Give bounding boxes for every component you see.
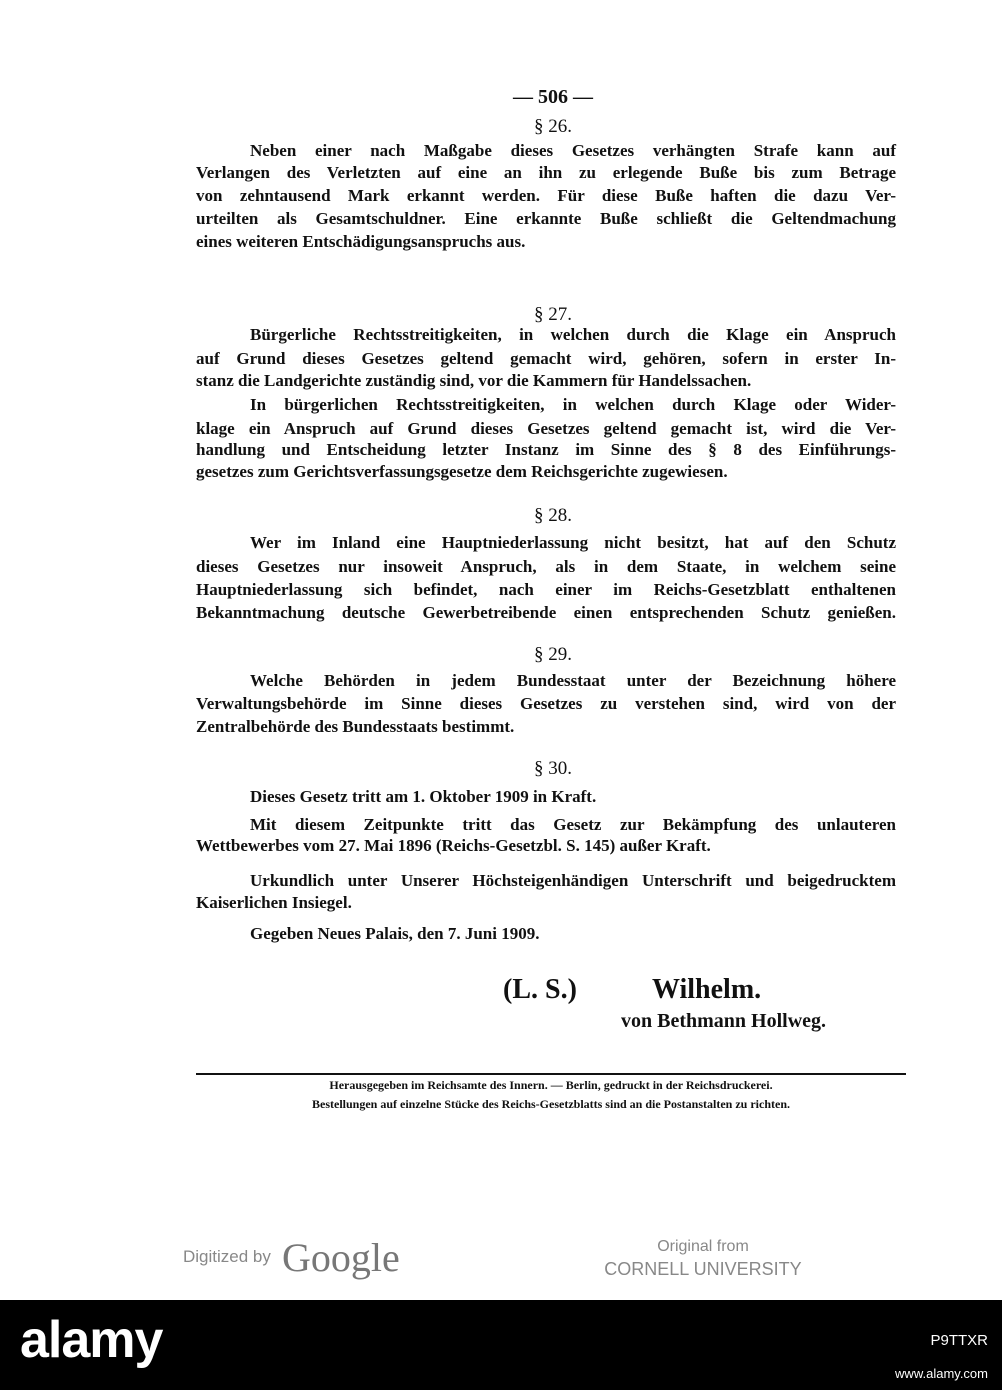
text-line: Kaiserlichen Insiegel. — [196, 893, 352, 912]
section-heading: § 26. — [534, 116, 572, 137]
original-from-label: Original from — [657, 1238, 749, 1255]
text-line: Welche Behörden in jedem Bundesstaat unter der Bezeichnung höhere — [250, 671, 896, 690]
text-line: dieses Gesetzes nur insoweit Anspruch, als in dem Staate, in welchem seine — [196, 557, 896, 576]
alamy-url: www.alamy.com — [895, 1366, 988, 1381]
text-line: Wer im Inland eine Hauptniederlassung nicht besitzt, hat auf den Schutz — [250, 533, 896, 552]
text-line: Wettbewerbes vom 27. Mai 1896 (Reichs-Gesetzbl. S. 145) außer Kraft. — [196, 836, 711, 855]
google-logo: Google — [282, 1235, 400, 1280]
digitized-by-label: Digitized by — [183, 1247, 271, 1266]
text-line: Verwaltungsbehörde im Sinne dieses Gesetzes zu verstehen sind, wird von der — [196, 694, 896, 713]
image-id: P9TTXR — [930, 1332, 988, 1349]
signature: Wilhelm. — [652, 974, 762, 1005]
text-line: Bekanntmachung deutsche Gewerbetreibende einen entsprechenden Schutz genießen. — [196, 603, 896, 622]
text-line: Mit diesem Zeitpunkte tritt das Gesetz zur Bekämpfung des unlauteren — [250, 815, 896, 834]
text-line: auf Grund dieses Gesetzes geltend gemacht wird, gehören, sofern in erster In- — [196, 349, 896, 368]
university-label: CORNELL UNIVERSITY — [604, 1259, 802, 1279]
text-line: von zehntausend Mark erkannt werden. Für diese Buße haften die dazu Ver- — [196, 186, 896, 205]
text-line: stanz die Landgerichte zuständig sind, vor die Kammern für Handelssachen. — [196, 371, 752, 390]
text-line: urteilten als Gesamtschuldner. Eine erkannte Buße schließt die Geltendmachung — [196, 209, 896, 228]
text-line: In bürgerlichen Rechtsstreitigkeiten, in welchen durch Klage oder Wider- — [250, 395, 896, 414]
text-line: Zentralbehörde des Bundesstaats bestimmt. — [196, 717, 515, 736]
footer-divider — [196, 1073, 906, 1075]
text-line: klage ein Anspruch auf Grund dieses Gesetzes geltend gemacht ist, wird die Ver- — [196, 419, 896, 438]
footer-line: Bestellungen auf einzelne Stücke des Reichs-Gesetzblatts sind an die Postanstalten zu richten. — [312, 1097, 790, 1111]
stock-banner — [0, 1300, 1002, 1390]
text-line: handlung und Entscheidung letzter Instanz im Sinne des § 8 des Einführungs- — [196, 440, 896, 459]
text-line: Verlangen des Verletzten auf eine an ihn zu erlegende Buße bis zum Betrage — [196, 163, 896, 182]
countersignature: von Bethmann Hollweg. — [621, 1010, 827, 1032]
alamy-logo: alamy — [20, 1311, 163, 1369]
text-line: Hauptniederlassung sich befindet, nach einer im Reichs-Gesetzblatt enthaltenen — [196, 580, 896, 599]
seal-mark: (L. S.) — [503, 974, 577, 1005]
section-heading: § 28. — [534, 505, 572, 526]
text-line: Dieses Gesetz tritt am 1. Oktober 1909 in Kraft. — [250, 787, 597, 806]
section-heading: § 30. — [534, 758, 572, 779]
footer-line: Herausgegeben im Reichsamte des Innern. — Berlin, gedruckt in der Reichsdruckerei. — [329, 1078, 773, 1092]
text-line: gesetzes zum Gerichtsverfassungsgesetze dem Reichsgerichte zugewiesen. — [196, 462, 728, 481]
text-line: Bürgerliche Rechtsstreitigkeiten, in welchen durch die Klage ein Anspruch — [250, 325, 896, 344]
text-line: Urkundlich unter Unserer Höchsteigenhändigen Unterschrift und beigedrucktem — [250, 871, 896, 890]
section-heading: § 27. — [534, 304, 572, 325]
text-line: eines weiteren Entschädigungsanspruchs aus. — [196, 232, 526, 251]
text-line: Neben einer nach Maßgabe dieses Gesetzes verhängten Strafe kann auf — [250, 141, 896, 160]
text-line: Gegeben Neues Palais, den 7. Juni 1909. — [250, 924, 540, 943]
page-number: — 506 — — [513, 86, 593, 108]
section-heading: § 29. — [534, 644, 572, 665]
